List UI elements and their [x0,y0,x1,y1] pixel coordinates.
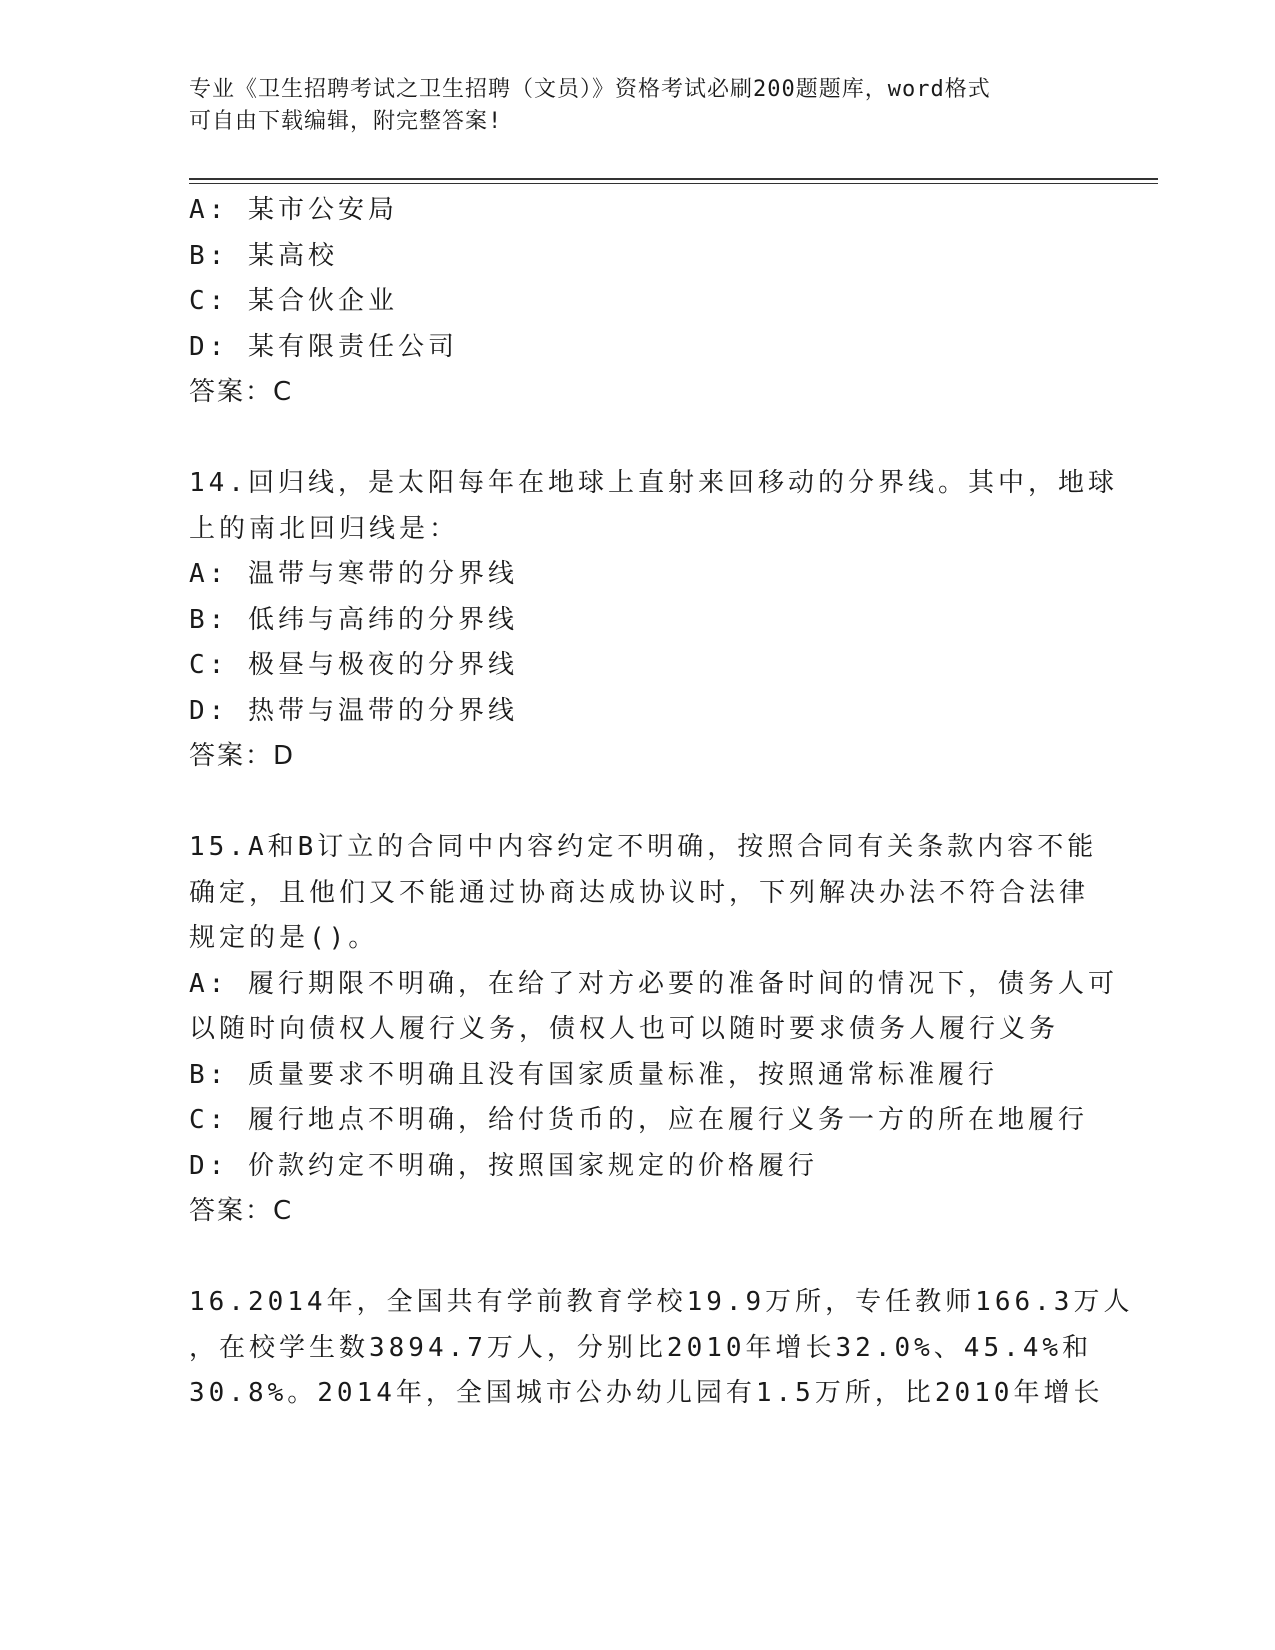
stem-line: 16.2014年，全国共有学前教育学校19.9万所，专任教师166.3万人 [189,1287,1134,1317]
question-15-options [189,962,1118,1190]
document-header [189,74,1089,138]
question-14-answer: 答案：D [189,741,296,771]
stem-line: ，在校学生数3894.7万人，分别比2010年增长32.0%、45.4%和 [189,1332,1093,1363]
header-line-2: 可自由下载编辑，附完整答案! [189,109,503,134]
stem-line: 规定的是()。 [189,923,379,953]
question-14-stem [189,461,1118,552]
option-d: D: 某有限责任公司 [189,331,458,362]
question-15-answer: 答案：C [189,1196,294,1226]
option-c: C: 极昼与极夜的分界线 [189,650,518,680]
option-a: A: 履行期限不明确，在给了对方必要的准备时间的情况下，债务人可 [189,968,1118,999]
spacer [189,1235,1089,1281]
stem-line: 14.回归线，是太阳每年在地球上直射来回移动的分界线。其中，地球 [189,468,1118,498]
spacer [189,780,1089,826]
question-content [189,188,1134,1417]
option-d: D: 热带与温带的分界线 [189,695,518,726]
option-c: C: 履行地点不明确，给付货币的，应在履行义务一方的所在地履行 [189,1105,1088,1135]
question-13-answer: 答案：C [189,377,294,407]
stem-line: 30.8%。2014年，全国城市公办幼儿园有1.5万所，比2010年增长 [189,1378,1104,1408]
spacer [189,416,1089,462]
stem-line: 确定，且他们又不能通过协商达成协议时，下列解决办法不符合法律 [189,877,1090,908]
option-d: D: 价款约定不明确，按照国家规定的价格履行 [189,1150,818,1181]
option-a-continued: 以随时向债权人履行义务，债权人也可以随时要求债务人履行义务 [189,1014,1060,1044]
question-16-stem [189,1280,1134,1417]
question-14-options [189,552,1089,734]
option-b: B: 低纬与高纬的分界线 [189,604,518,635]
option-b: B: 某高校 [189,240,338,271]
stem-line: 15.A和B订立的合同中内容约定不明确，按照合同有关条款内容不能 [189,832,1098,862]
option-b: B: 质量要求不明确且没有国家质量标准，按照通常标准履行 [189,1059,998,1090]
header-divider [189,178,1158,184]
stem-line: 上的南北回归线是： [189,513,460,544]
option-c: C: 某合伙企业 [189,286,398,316]
question-15-stem [189,825,1098,962]
option-a: A: 某市公安局 [189,195,398,225]
header-line-1: 专业《卫生招聘考试之卫生招聘（文员）》资格考试必刷200题题库，word格式 [189,77,991,102]
option-a: A: 温带与寒带的分界线 [189,559,518,589]
question-13-options [189,188,1089,370]
